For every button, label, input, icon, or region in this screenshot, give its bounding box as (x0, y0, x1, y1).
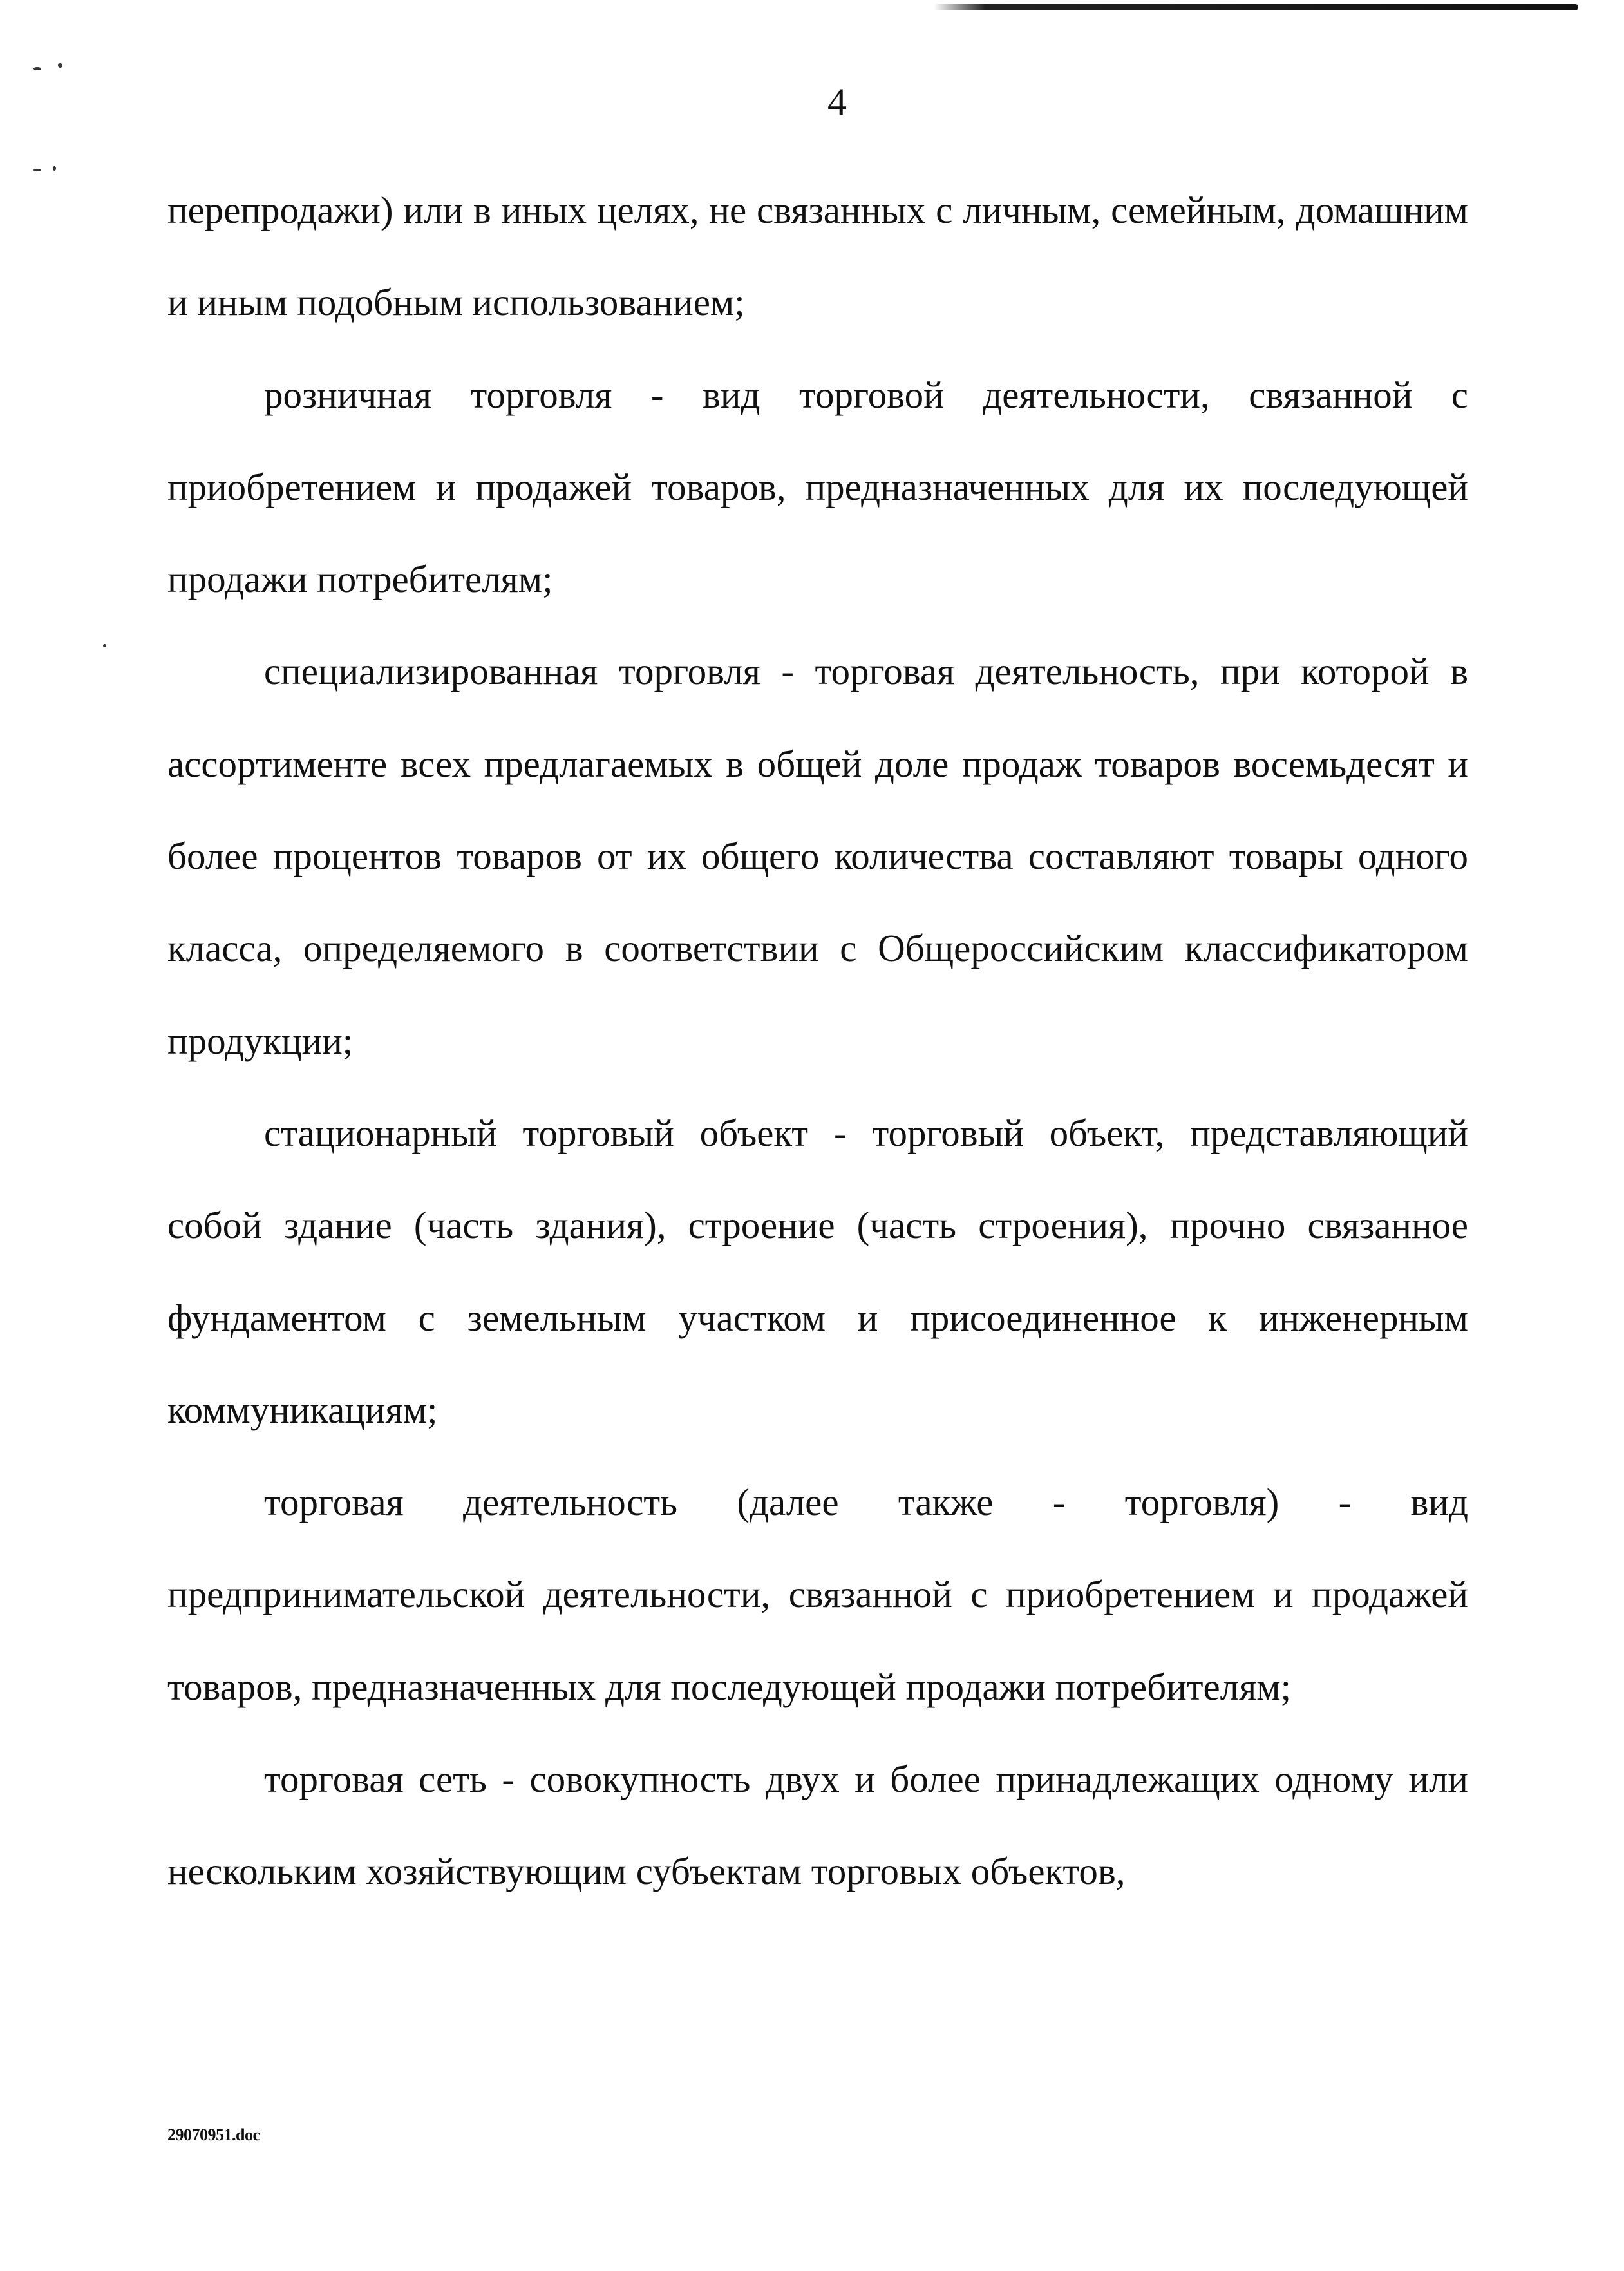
scan-edge-mark (934, 4, 1578, 10)
paragraph-trade-network: торговая сеть - совокупность двух и более принадлежащих одному или нескольким хозяйствующим субъектам торговых объектов, (167, 1758, 1468, 1893)
scan-speck (103, 644, 106, 647)
paragraph-stationary-trade-object: стационарный торговый объект - торговый объект, представляющий собой здание (часть здания), строение (часть строения), прочно связанное фундаментом с земельным участком и присоединенное к инженерным коммуникациям; (167, 1111, 1468, 1431)
footer-file-name: 29070951.doc (167, 2125, 260, 2144)
body-text (167, 164, 1468, 1918)
scan-speck (33, 67, 41, 70)
paragraph-specialized-trade: специализированная торговля - торговая деятельность, при которой в ассортименте всех предлагаемых в общей доле продаж товаров восемьдесят и более процентов товаров от их общего количества составляют товары одного класса, определяемого в соответствии с Общероссийским классификатором продукции; (167, 650, 1468, 1062)
paragraph-retail-trade: розничная торговля - вид торговой деятельности, связанной с приобретением и продажей товаров, предназначенных для их последующей продажи потребителям; (167, 373, 1468, 601)
paragraph-trade-activity: торговая деятельность (далее также - торговля) - вид предпринимательской деятельности, связанной с приобретением и продажей товаров, предназначенных для последующей продажи потребителям; (167, 1481, 1468, 1708)
scan-speck (33, 169, 41, 171)
scan-speck (53, 166, 56, 171)
paragraph-resale-purposes: перепродажи) или в иных целях, не связанных с личным, семейным, домашним и иным подобным использованием; (167, 189, 1468, 324)
page-number: 4 (827, 81, 847, 123)
scan-speck (58, 63, 62, 68)
